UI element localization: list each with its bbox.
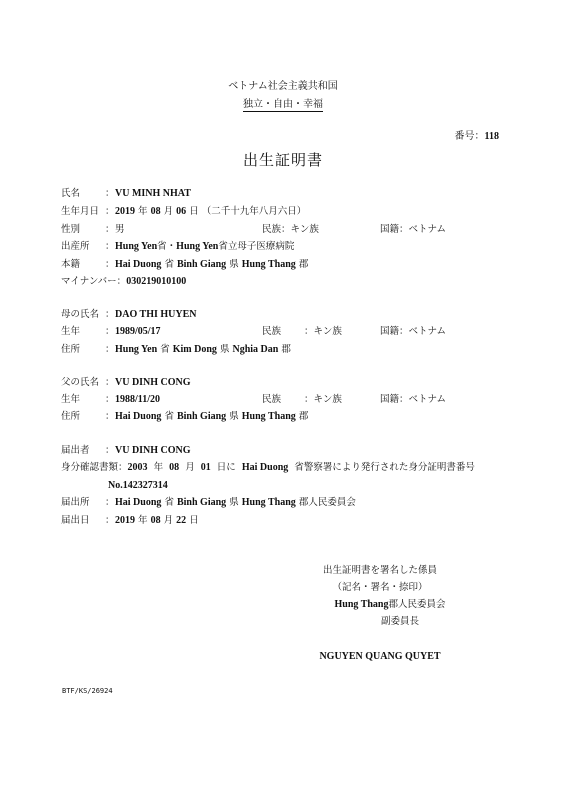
mother-birth-row: 生年 ：1989/05/17: [61, 326, 161, 337]
child-birthplace-row: 出産所 ：Hung Yen省・Hung Yen省立母子医療病院: [61, 241, 295, 252]
id-document-row: 身分確認書類：2003 年 08 月 01 日に Hai Duong 省警察署により発行された身分証明書番号: [61, 462, 475, 473]
child-name-row: 氏名 ：VU MINH NHAT: [61, 188, 191, 199]
registration-date-row: 届出日 ：2019 年 08 月 22 日: [61, 515, 199, 526]
father-nationality: 国籍：ベトナム: [380, 394, 447, 405]
country-name: ベトナム社会主義共和国: [228, 81, 338, 92]
child-nationality: 国籍：ベトナム: [380, 224, 447, 235]
signature-position: 副委員長: [380, 616, 419, 627]
mother-address-row: 住所 ：Hung Yen 省 Kim Dong 県 Nghia Dan 郡: [61, 344, 291, 355]
mother-name-row: 母の氏名 ：DAO THI HUYEN: [61, 309, 197, 320]
registration-office-row: 届出所 ：Hai Duong 省 Binh Giang 県 Hung Thang 郡人民委員会: [61, 497, 356, 508]
child-domicile-row: 本籍 ：Hai Duong 省 Binh Giang 県 Hung Thang 郡: [61, 259, 309, 270]
signature-committee: Hung Thang郡人民委員会: [334, 599, 446, 610]
child-personal-id-row: マイナンバー：030219010100: [61, 276, 187, 287]
national-motto: 独立・自由・幸福: [243, 99, 323, 110]
child-ethnic: 民族：キン族: [262, 224, 319, 235]
signature-instruction: （記名・署名・捺印）: [332, 582, 428, 593]
document-number: 番号：118: [454, 131, 499, 142]
footer-code: BTF/KS/26924: [62, 687, 113, 695]
father-name-row: 父の氏名 ：VU DINH CONG: [61, 377, 191, 388]
page-title: 出生証明書: [242, 151, 323, 169]
father-address-row: 住所 ：Hai Duong 省 Binh Giang 県 Hung Thang 郡: [61, 411, 309, 422]
signer-name: NGUYEN QUANG QUYET: [319, 651, 441, 662]
mother-ethnic: 民族 ：キン族: [262, 326, 342, 337]
declarant-row: 届出者 ：VU DINH CONG: [61, 445, 191, 456]
signature-title: 出生証明書を署名した係員: [322, 565, 437, 576]
father-ethnic: 民族 ：キン族: [262, 394, 342, 405]
child-dob-row: 生年月日 ：2019 年 08 月 06 日 （二千十九年八月六日）: [61, 206, 307, 217]
mother-nationality: 国籍：ベトナム: [380, 326, 447, 337]
father-birth-row: 生年 ：1988/11/20: [61, 394, 161, 405]
id-number: No.142327314: [108, 480, 168, 491]
child-sex-row: 性別 ：男: [61, 224, 125, 235]
